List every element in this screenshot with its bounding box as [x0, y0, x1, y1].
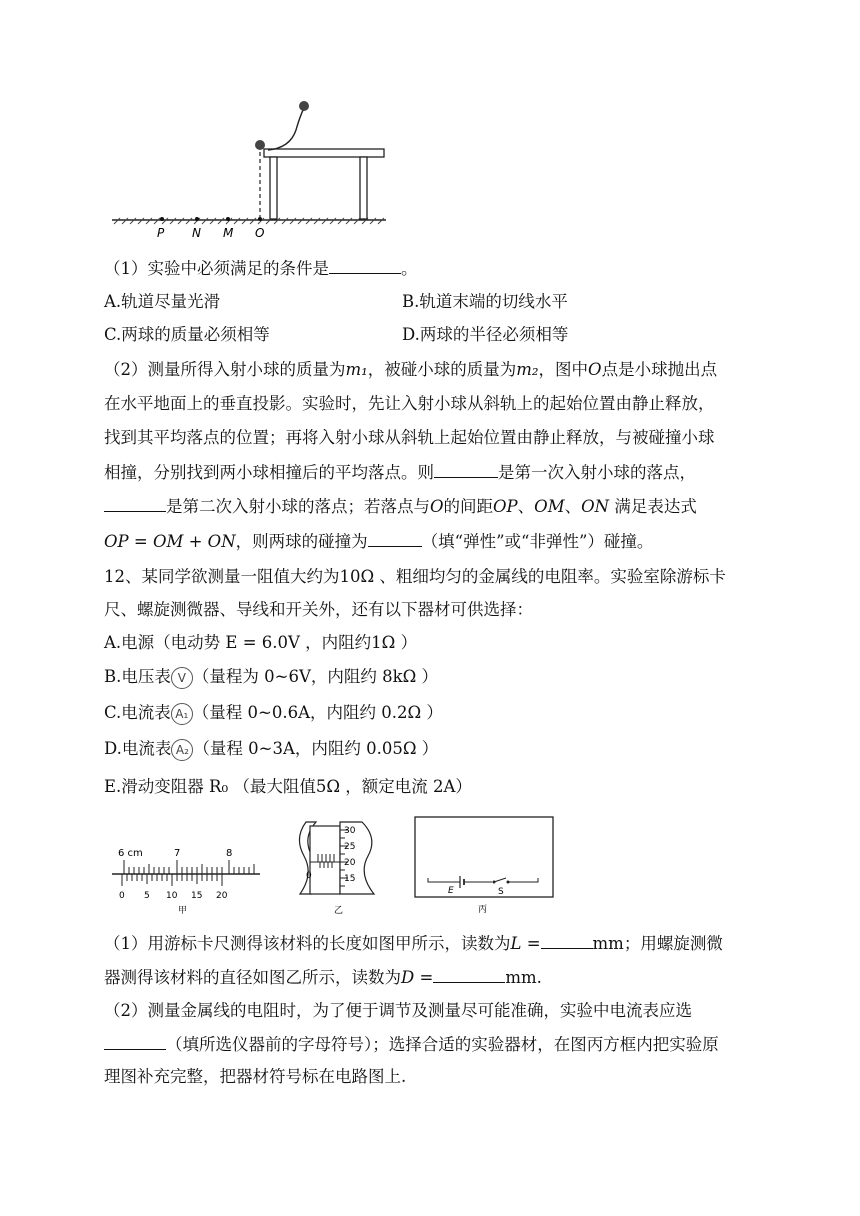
ammeter-a2-icon: A₂: [171, 739, 193, 761]
q12-line-2: 尺、螺旋测微器、导线和开关外，还有以下器材可供选择：: [104, 600, 533, 619]
q12-item-a: A.电源（电动势 E = 6.0V ，内阻约1Ω ）: [104, 633, 418, 652]
label-O: O: [255, 226, 265, 240]
q12-item-c: C.电流表 A₁ （量程 0~0.6A，内阻约 0.2Ω ）: [104, 702, 443, 725]
incident-ball: [299, 101, 309, 111]
q2-line-2: 在水平地面上的垂直投影。实验时，先让入射小球从斜轨上的起始位置由静止释放，: [104, 394, 715, 413]
p2-line-3: 理图补充完整，把器材符号标在电路图上.: [104, 1067, 407, 1086]
q1-answer-blank[interactable]: [329, 257, 401, 274]
label-N: N: [192, 226, 201, 240]
svg-text:30: 30: [344, 826, 356, 836]
vernier-caliper-figure: [108, 818, 268, 916]
q12-item-b: B.电压表 V （量程为 0~6V，内阻约 8kΩ ）: [104, 666, 438, 689]
svg-text:25: 25: [344, 842, 356, 852]
svg-text:0: 0: [306, 871, 312, 881]
svg-text:6 cm: 6 cm: [118, 848, 143, 859]
q1-option-b: B.轨道末端的切线水平: [402, 292, 568, 311]
ammeter-a1-icon: A₁: [171, 703, 193, 725]
p1-line-2: 器测得该材料的直径如图乙所示，读数为D = mm.: [104, 968, 542, 987]
q1-option-a: A.轨道尽量光滑: [104, 292, 221, 311]
svg-text:20: 20: [216, 891, 228, 901]
q1-option-d: D.两球的半径必须相等: [402, 325, 569, 344]
svg-text:E: E: [448, 886, 454, 896]
q12-item-d: D.电流表 A₂ （量程 0~3A，内阻约 0.05Ω ）: [104, 738, 438, 761]
svg-text:10: 10: [166, 891, 178, 901]
blank-length[interactable]: [541, 932, 593, 949]
q2-line-4: 相撞，分别找到两小球相撞后的平均落点。则 是第一次入射小球的落点，: [104, 463, 696, 482]
q1-option-c: C.两球的质量必须相等: [104, 325, 270, 344]
q2-line-3: 找到其平均落点的位置；再将入射小球从斜轨上起始位置由静止释放，与被碰撞小球: [104, 428, 715, 447]
svg-text:S: S: [498, 887, 504, 897]
point-M: [226, 217, 230, 221]
blank-diameter[interactable]: [433, 966, 505, 983]
q2-line-6: OP = OM + ON，则两球的碰撞为 （填“弹性”或“非弹性”）碰撞。: [104, 532, 654, 551]
q12-line-1: 12、某同学欲测量一阻值大约为10Ω 、粗细均匀的金属线的电阻率。实验室除游标卡: [104, 567, 726, 586]
q2-blank-first[interactable]: [434, 461, 498, 478]
q1-prompt: （1）实验中必须满足的条件是 。: [104, 259, 418, 278]
collision-apparatus-figure: [100, 100, 400, 245]
svg-text:0: 0: [119, 891, 125, 901]
circuit-box-figure: [414, 816, 556, 916]
p2-line-2: （填所选仪器前的字母符号）；选择合适的实验器材，在图丙方框内把实验原: [104, 1033, 719, 1056]
q2-line-5: 是第二次入射小球的落点；若落点与O的间距OP、OM、ON 满足表达式: [104, 495, 697, 518]
svg-text:15: 15: [191, 891, 203, 901]
p1-line-1: （1）用游标卡尺测得该材料的长度如图甲所示，读数为L = mm；用螺旋测微: [104, 934, 723, 953]
voltmeter-icon: V: [171, 667, 193, 689]
p2-line-1: （2）测量金属线的电阻时，为了便于调节及测量尽可能准确，实验中电流表应选: [104, 1001, 692, 1020]
point-N: [195, 217, 199, 221]
svg-text:7: 7: [174, 848, 181, 859]
svg-text:20: 20: [344, 858, 356, 868]
q2-line-1: （2）测量所得入射小球的质量为m₁，被碰小球的质量为m₂，图中O点是小球抛出点: [104, 360, 718, 379]
target-ball: [255, 140, 265, 150]
q2-blank-collision[interactable]: [368, 530, 422, 547]
svg-text:8: 8: [226, 848, 233, 859]
blank-ammeter-choice[interactable]: [104, 1033, 166, 1050]
label-bing: 丙: [478, 905, 488, 915]
svg-text:5: 5: [144, 891, 150, 901]
q12-item-e: E.滑动变阻器 R₀ （最大阻值5Ω ，额定电流 2A）: [104, 777, 472, 796]
label-jia: 甲: [178, 906, 188, 916]
q2-blank-second[interactable]: [104, 495, 166, 512]
point-P: [160, 217, 164, 221]
label-yi: 乙: [334, 906, 344, 916]
label-M: M: [223, 226, 234, 240]
micrometer-figure: [292, 818, 382, 916]
label-P: P: [157, 226, 165, 240]
svg-text:15: 15: [344, 874, 356, 884]
